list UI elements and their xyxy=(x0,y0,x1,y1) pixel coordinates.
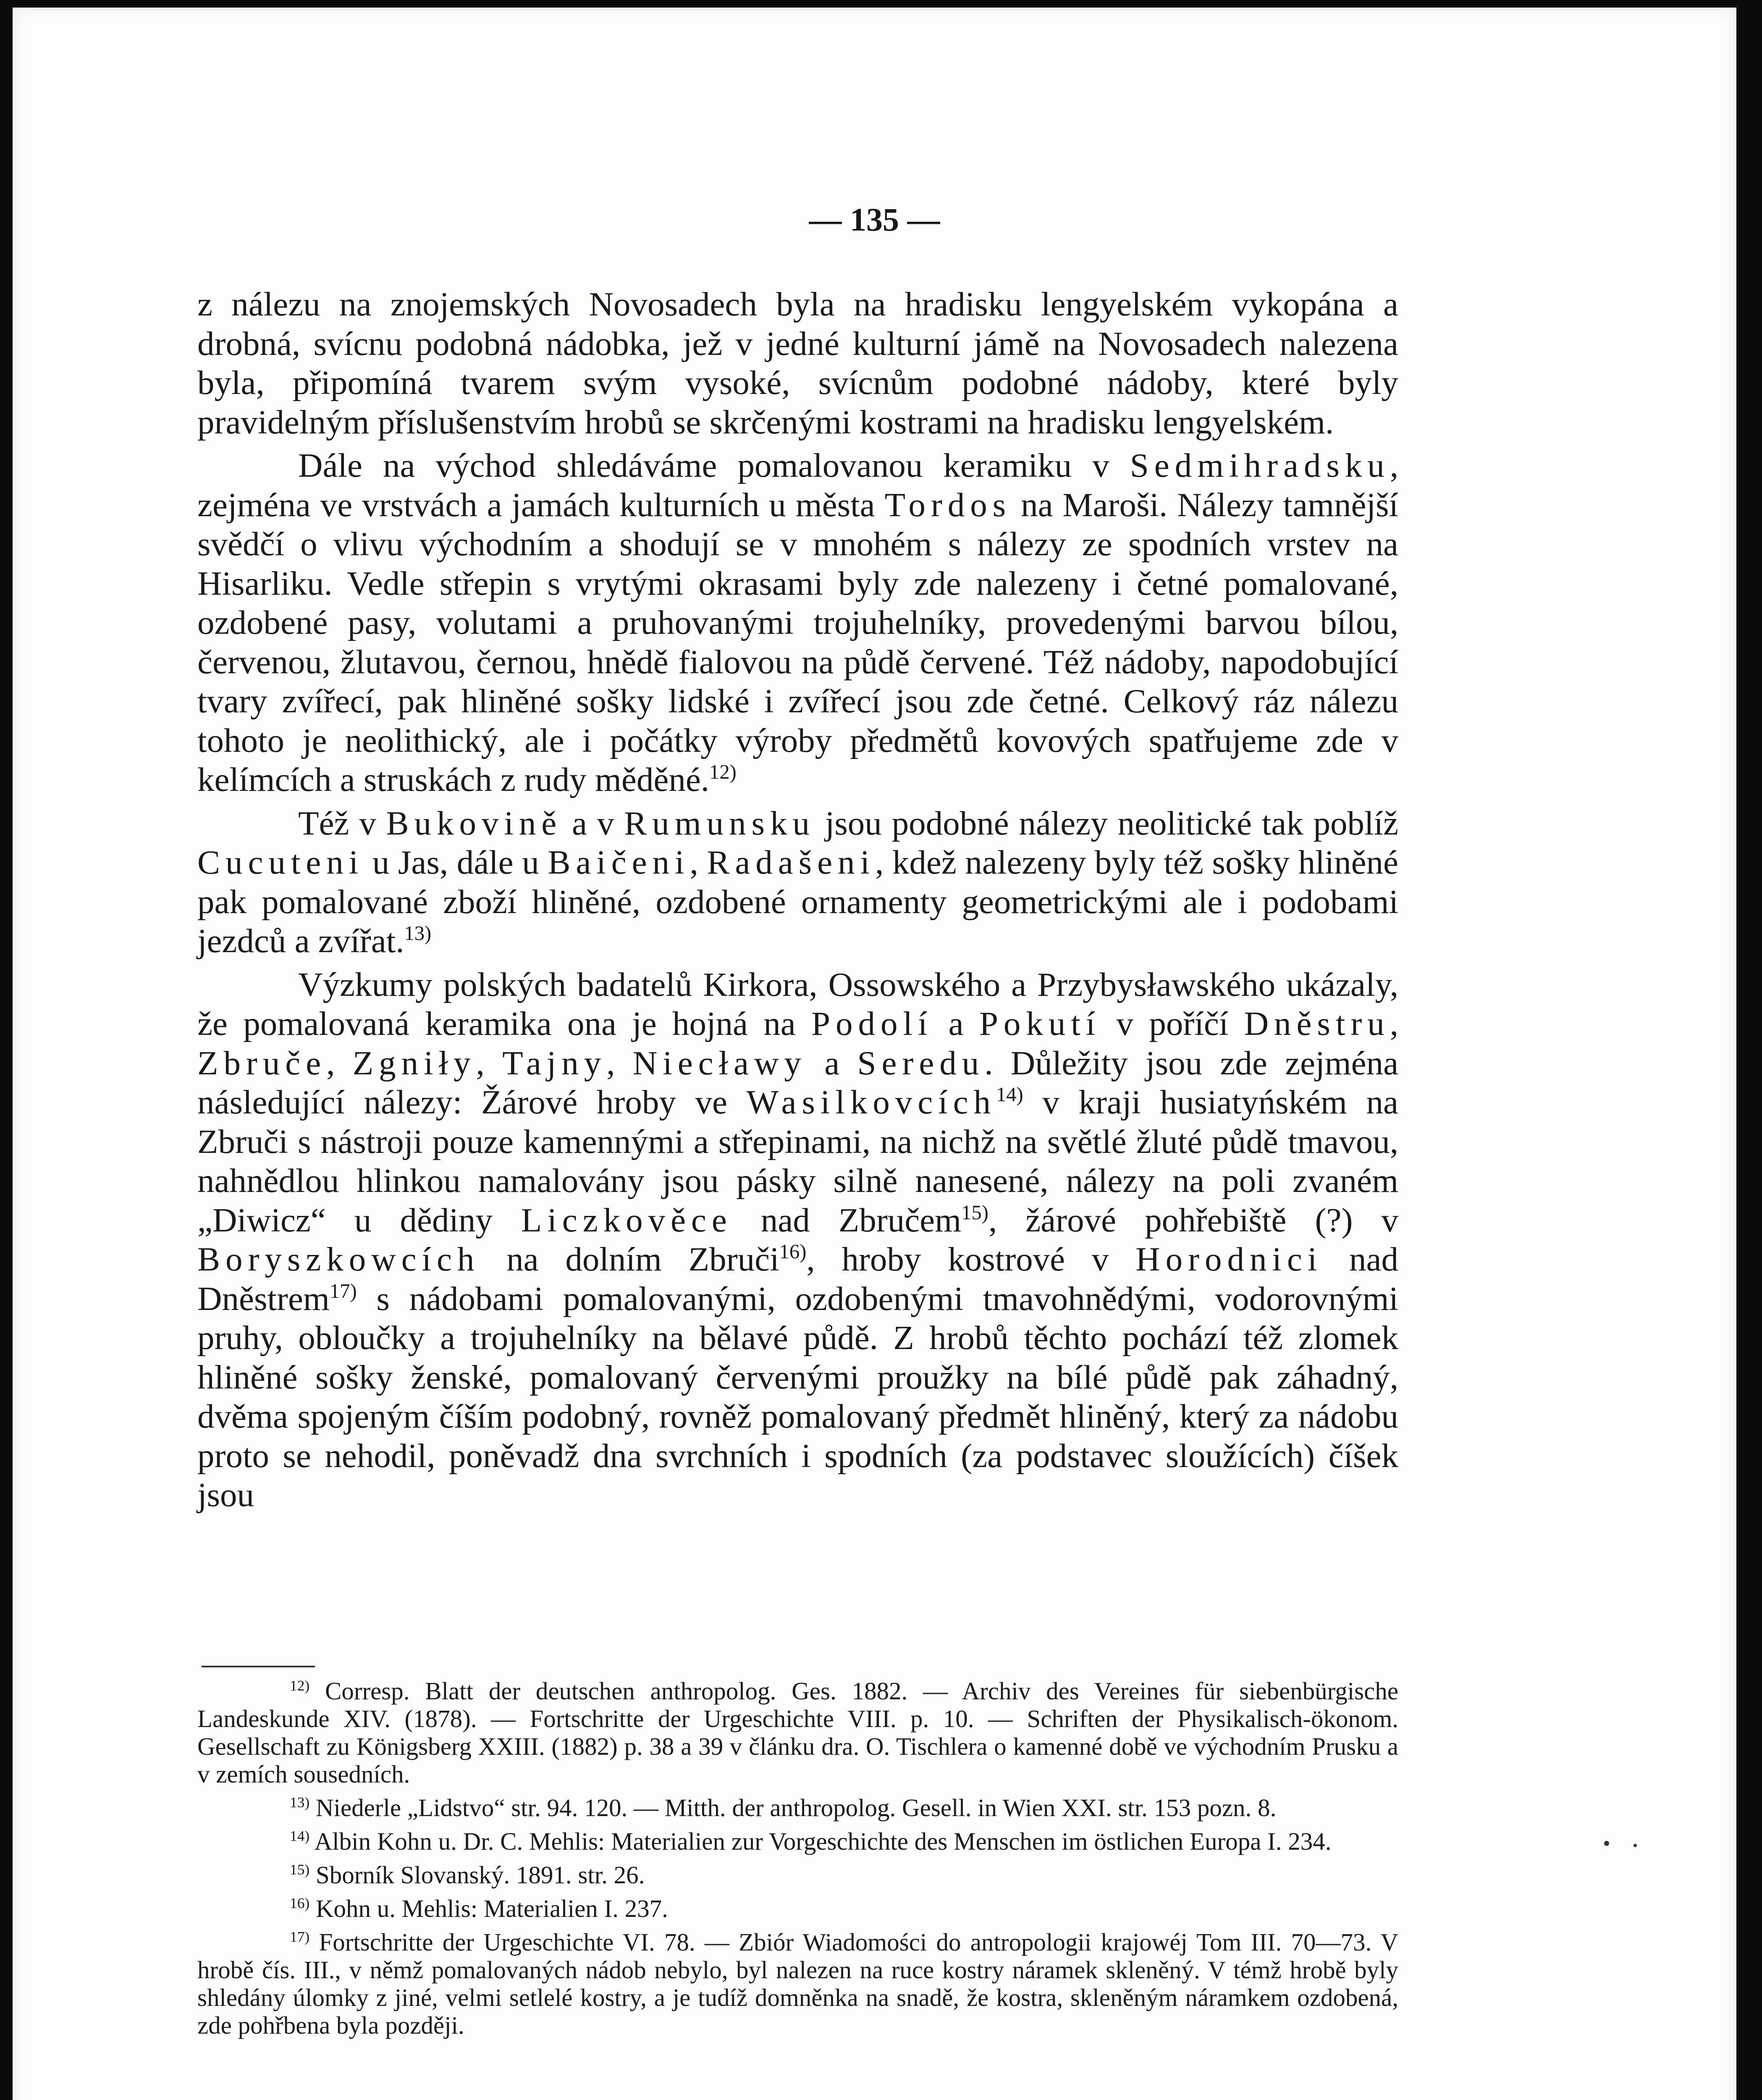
scanned-page xyxy=(13,8,1736,2100)
text-run: , zejména ve vrstvách a jamách kulturních u města xyxy=(197,446,1398,524)
text-run: , kdež nalezeny byly též sošky hliněné pak pomalované zboží hliněné, ozdobené ornamenty geometrickými ale i podobami jezdců a zvířat. xyxy=(197,843,1399,960)
footnote-ref: 15) xyxy=(961,1201,989,1224)
spaced-place-name: Horodnici xyxy=(1135,1240,1323,1278)
spaced-place-name: Zgniły xyxy=(352,1044,476,1082)
footnote-ref: 13) xyxy=(404,921,432,945)
text-run: v kraji husiatyńském na Zbruči s nástroji pouze kamennými a střepinami, na nichž na světlé žluté půdě tmavou, nahnědlou hlinkou namalovány jsou pásky silně nanesené, nálezy na poli zvaném „Diwicz“ u dědiny xyxy=(197,1083,1398,1239)
text-run: , xyxy=(326,1044,353,1082)
text-run: , xyxy=(476,1044,503,1082)
text-run: jsou podobné nálezy neolitické tak poblíž xyxy=(815,804,1398,842)
footnote-divider xyxy=(202,1666,315,1667)
spaced-place-name: Rumunsku xyxy=(624,804,815,842)
footnote-number: 12) xyxy=(290,1677,310,1694)
text-run: , hroby kostrové v xyxy=(806,1240,1136,1278)
spaced-place-name: Podolí xyxy=(811,1005,933,1042)
paragraph-1 xyxy=(197,285,1398,442)
footnotes xyxy=(197,1677,1398,2045)
text-run: s nádobami pomalovanými, ozdobenými tmavohnědými, vodorovnými pruhy, obloučky a trojuhelníky na bělavé půdě. Z hrobů těchto pochází též zlomek hliněné sošky ženské, pomalovaný červenými proužky na bílé půdě pak záhadný, dvěma spojeným číším podobný, rovněž pomalovaný předmět hliněný, který za nádobu proto se nehodil, poněvadž dna svrchních i spodních (za podstavec sloužících) číšek jsou xyxy=(197,1279,1398,1514)
spaced-place-name: Bukovině xyxy=(386,804,562,842)
scan-speck xyxy=(1604,1841,1609,1846)
spaced-place-name: Tajny xyxy=(502,1044,607,1082)
footnote-ref: 17) xyxy=(329,1279,357,1302)
spaced-place-name: Tordos xyxy=(884,486,1012,524)
text-run: . Důležity jsou zde zejména následující nálezy: Žárové hroby ve xyxy=(197,1044,1399,1121)
main-text xyxy=(197,285,1398,1515)
page-number-header: — 135 — xyxy=(809,201,940,238)
footnote-number: 13) xyxy=(290,1793,310,1811)
spaced-place-name: Pokutí xyxy=(979,1005,1101,1042)
footnote-ref: 14) xyxy=(996,1083,1023,1106)
spaced-place-name: Zbruče xyxy=(197,1044,327,1082)
paragraph-3 xyxy=(197,804,1398,961)
text-run: , xyxy=(606,1044,633,1082)
footnote-text: Sborník Slovanský. 1891. str. 26. xyxy=(309,1861,645,1889)
footnote-text: Kohn u. Mehlis: Materialien I. 237. xyxy=(309,1895,668,1922)
footnote xyxy=(197,1827,1398,1855)
footnote xyxy=(197,1677,1398,1788)
spaced-place-name: Boryszkowcích xyxy=(197,1240,480,1278)
text-run: a xyxy=(933,1005,979,1042)
footnote-text: Fortschritte der Urgeschichte VI. 78. — Zbiór Wiadomości do antropologii krajowéj Tom III. 70—73. V hrobě čís. III., v němž pomalovaných nádob nebylo, byl nalezen na ruce kostry náramek skleněný. V témž hrobě byly shledány úlomky z jiné, velmi setlelé kostry, a je tudíž domněnka na snadě, že kostra, skleněným náramkem ozdobená, zde pohřbena byla později. xyxy=(197,1928,1398,2039)
scan-speck xyxy=(1634,1844,1637,1847)
footnote-number: 16) xyxy=(290,1894,310,1911)
footnote-text: Corresp. Blatt der deutschen anthropolog. Ges. 1882. — Archiv des Vereines für siebenbürgische Landeskunde XIV. (1878). — Fortschritte der Urgeschichte VIII. p. 10. — Schriften der Physikalisch-ökonom. Gesellschaft zu Königsberg XXIII. (1882) p. 38 a 39 v článku dra. O. Tischlera o kamenné době ve východním Prusku a v zemích sousedních. xyxy=(197,1677,1398,1788)
footnote xyxy=(197,1895,1398,1922)
footnote-ref: 16) xyxy=(779,1240,807,1263)
text-run: a xyxy=(806,1044,857,1082)
footnote-number: 17) xyxy=(290,1928,310,1945)
footnote-text: Niederle „Lidstvo“ str. 94. 120. — Mitth. der anthropolog. Gesell. in Wien XXI. str. 153 pozn. 8. xyxy=(309,1794,1277,1822)
text-run: Též v xyxy=(298,804,386,842)
text-run: , xyxy=(690,843,707,881)
footnote xyxy=(197,1794,1398,1822)
text-run: u Jas, dále u xyxy=(364,843,548,881)
footnote-number: 14) xyxy=(290,1827,310,1844)
footnote-text: Albin Kohn u. Dr. C. Mehlis: Materialien zur Vorgeschichte des Menschen im östlichen Europa I. 234. xyxy=(309,1827,1332,1855)
spaced-place-name: Cucuteni xyxy=(197,843,364,881)
text-run: nad Zbručem xyxy=(732,1201,962,1239)
spaced-place-name: Sedmihradsku xyxy=(1130,446,1390,484)
text-run: z nálezu na znojemských Novosadech byla na hradisku lengyelském vykopána a drobná, svícnu podobná nádobka, jež v jedné kulturní jámě na Novosadech nalezena byla, připomíná tvarem svým vysoké, svícnům podobné nádoby, které byly pravidelným příslušenstvím hrobů se skrčenými kostrami na hradisku lengyelském. xyxy=(197,285,1398,441)
spaced-place-name: Niecławy xyxy=(632,1044,807,1082)
text-run: v poříčí xyxy=(1101,1005,1244,1042)
paragraph-4 xyxy=(197,965,1398,1515)
spaced-place-name: Seredu xyxy=(857,1044,985,1082)
footnote-number: 15) xyxy=(290,1861,310,1878)
footnote xyxy=(197,1928,1398,2039)
paragraph-2 xyxy=(197,446,1398,800)
text-run: Dále na východ shledáváme pomalovanou keramiku v xyxy=(298,446,1130,484)
spaced-place-name: Wasilkovcích xyxy=(746,1083,996,1121)
footnote xyxy=(197,1861,1398,1889)
spaced-place-name: Liczkověce xyxy=(521,1201,732,1239)
text-run: nad Dněstrem xyxy=(197,1240,1399,1318)
text-run: a v xyxy=(562,804,624,842)
text-run: , xyxy=(1390,1005,1399,1042)
spaced-place-name: Baičeni xyxy=(548,843,690,881)
spaced-place-name: Radašeni xyxy=(707,843,875,881)
spaced-place-name: Dněstru xyxy=(1244,1005,1390,1042)
footnote-ref: 12) xyxy=(709,760,737,783)
text-run: , žárové pohřebiště (?) v xyxy=(988,1201,1399,1239)
text-run: na Maroši. Nálezy tamnější svědčí o vlivu východním a shodují se v mnohém s nálezy ze spodních vrstev na Hisarliku. Vedle střepin s vrytými okrasami byly zde nalezeny i četné pomalované, ozdobené pasy, volutami a pruhovanými trojuhelníky, provedenými barvou bílou, červenou, žlutavou, černou, hnědě fialovou na půdě červené. Též nádoby, napodobující tvary zvířecí, pak hliněné sošky lidské i zvířecí jsou zde četné. Celkový ráz nálezu tohoto je neolithický, ale i počátky výroby předmětů kovových spatřujeme zde v kelímcích a struskách z rudy měděné. xyxy=(197,486,1398,798)
text-run: Výzkumy polských badatelů Kirkora, Ossowského a Przybysławského ukázaly, že pomalovaná keramika ona je hojná na xyxy=(197,965,1398,1042)
text-run: na dolním Zbruči xyxy=(480,1240,779,1278)
